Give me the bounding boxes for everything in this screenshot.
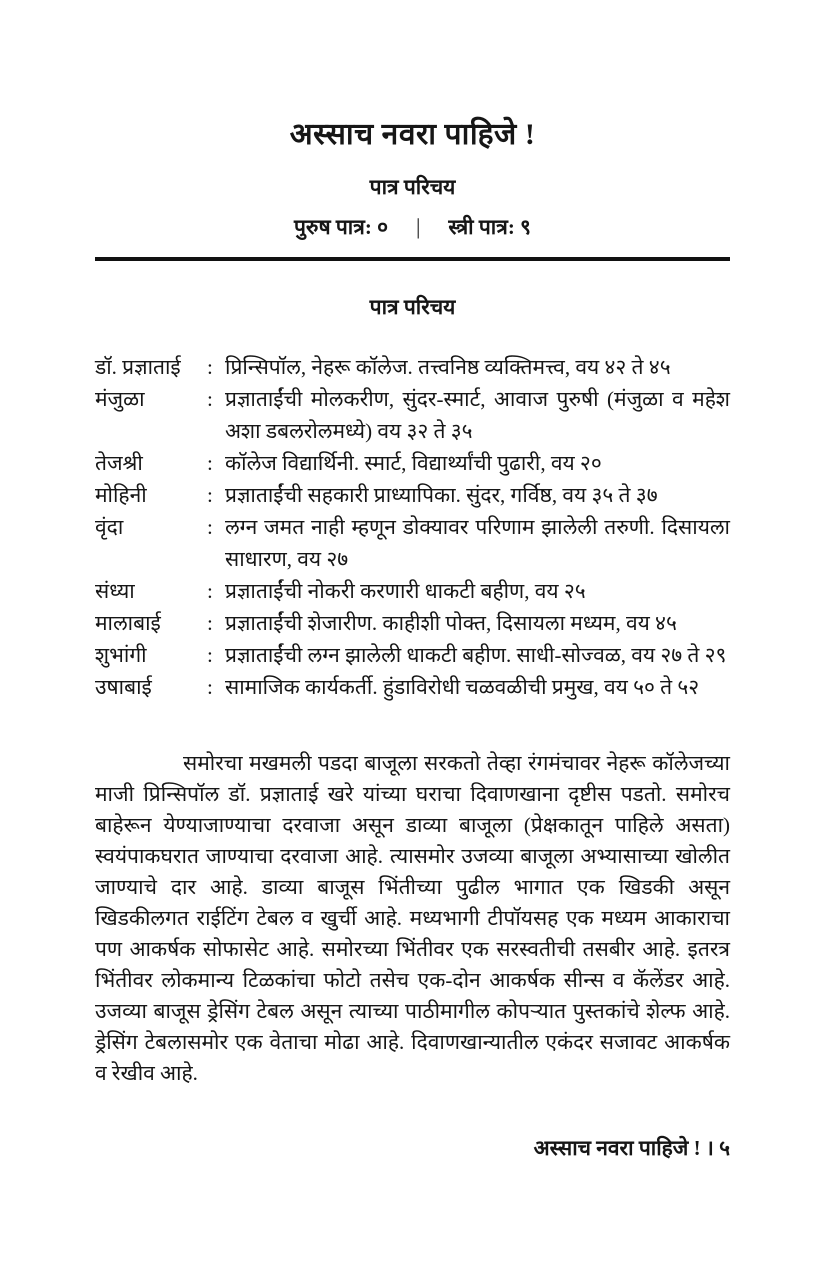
character-description: प्रिन्सिपॉल, नेहरू कॉलेज. तत्त्वनिष्ठ व्यक्तिमत्त्व, वय ४२ ते ४५ [225, 355, 671, 379]
cast-count-divider: | [416, 214, 421, 239]
character-name: डॉ. प्रज्ञाताई [95, 355, 181, 379]
cast-row [95, 607, 730, 639]
character-description: प्रज्ञाताईंची शेजारीण. काहीशी पोक्त, दिसायला मध्यम, वय ४५ [225, 611, 677, 635]
colon-separator: : [207, 675, 213, 699]
cast-row [95, 351, 730, 383]
colon-separator: : [207, 579, 213, 603]
character-name: मोहिनी [95, 483, 147, 507]
character-name: मंजुळा [95, 387, 145, 411]
header-rule [95, 257, 730, 261]
cast-list [95, 351, 730, 703]
cast-row [95, 447, 730, 479]
colon-separator: : [207, 387, 213, 411]
character-description: प्रज्ञाताईंची मोलकरीण, सुंदर-स्मार्ट, आवाज पुरुषी (मंजुळा व महेश अशा डबलरोलमध्ये) वय ३२ ते ३५ [225, 387, 730, 443]
character-description: सामाजिक कार्यकर्ती. हुंडाविरोधी चळवळीची प्रमुख, वय ५० ते ५२ [225, 675, 700, 699]
cast-counts [95, 213, 730, 241]
male-cast-count: पुरुष पात्र: ० [294, 215, 388, 239]
section-heading: पात्र परिचय [369, 295, 456, 319]
colon-separator: : [207, 355, 213, 379]
character-description: प्रज्ञाताईंची लग्न झालेली धाकटी बहीण. साधी-सोज्वळ, वय २७ ते २९ [225, 643, 727, 667]
character-name: शुभांगी [95, 643, 147, 667]
cast-row [95, 575, 730, 607]
page-title: अस्साच नवरा पाहिजे ! [289, 118, 536, 151]
cast-row [95, 383, 730, 447]
colon-separator: : [207, 483, 213, 507]
stage-direction-paragraph: समोरचा मखमली पडदा बाजूला सरकतो तेव्हा रंगमंचावर नेहरू कॉलेजच्या माजी प्रिन्सिपॉल डॉ. प्रज्ञाताई खरे यांच्या घराचा दिवाणखाना दृष्टीस पडतो. समोरच बाहेरून येण्याजाण्याचा दरवाजा असून डाव्या बाजूला (प्रेक्षकातून पाहिले असता) स्वयंपाकघरात जाण्याचा दरवाजा आहे. त्यासमोर उजव्या बाजूला अभ्यासाच्या खोलीत जाण्याचे दार आहे. डाव्या बाजूस भिंतीच्या पुढील भागात एक खिडकी असून खिडकीलगत राईटिंग टेबल व खुर्ची आहे. मध्यभागी टीपॉयसह एक मध्यम आकाराचा पण आकर्षक सोफासेट आहे. समोरच्या भिंतीवर एक सरस्वतीची तसबीर आहे. इतरत्र भिंतीवर लोकमान्य टिळकांचा फोटो तसेच एक-दोन आकर्षक सीन्स व कॅलेंडर आहे. उजव्या बाजूस ड्रेसिंग टेबल असून त्याच्या पाठीमागील कोपऱ्यात पुस्तकांचे शेल्फ आहे. ड्रेसिंग टेबलासमोर एक वेताचा मोढा आहे. दिवाणखान्यातील एकंदर सजावट आकर्षक व रेखीव आहे. [95, 751, 730, 1085]
female-cast-count: स्त्री पात्र: ९ [448, 215, 531, 239]
character-name: उषाबाई [95, 675, 152, 699]
cast-row [95, 511, 730, 575]
character-description: प्रज्ञाताईंची नोकरी करणारी धाकटी बहीण, वय २५ [225, 579, 586, 603]
cast-intro-subtitle: पात्र परिचय [369, 175, 456, 199]
cast-row [95, 639, 730, 671]
character-description: कॉलेज विद्यार्थिनी. स्मार्ट, विद्यार्थ्यांची पुढारी, वय २० [225, 451, 602, 475]
character-name: संध्या [95, 579, 135, 603]
colon-separator: : [207, 611, 213, 635]
colon-separator: : [207, 451, 213, 475]
colon-separator: : [207, 515, 213, 539]
colon-separator: : [207, 643, 213, 667]
character-description: लग्न जमत नाही म्हणून डोक्यावर परिणाम झालेली तरुणी. दिसायला साधारण, वय २७ [225, 515, 730, 571]
character-name: वृंदा [95, 515, 124, 539]
cast-row [95, 479, 730, 511]
character-name: तेजश्री [95, 451, 143, 475]
running-footer-page-number: अस्साच नवरा पाहिजे ! । ५ [533, 1136, 730, 1160]
character-name: मालाबाई [95, 611, 161, 635]
cast-row [95, 671, 730, 703]
character-description: प्रज्ञाताईंची सहकारी प्राध्यापिका. सुंदर, गर्विष्ठ, वय ३५ ते ३७ [225, 483, 658, 507]
